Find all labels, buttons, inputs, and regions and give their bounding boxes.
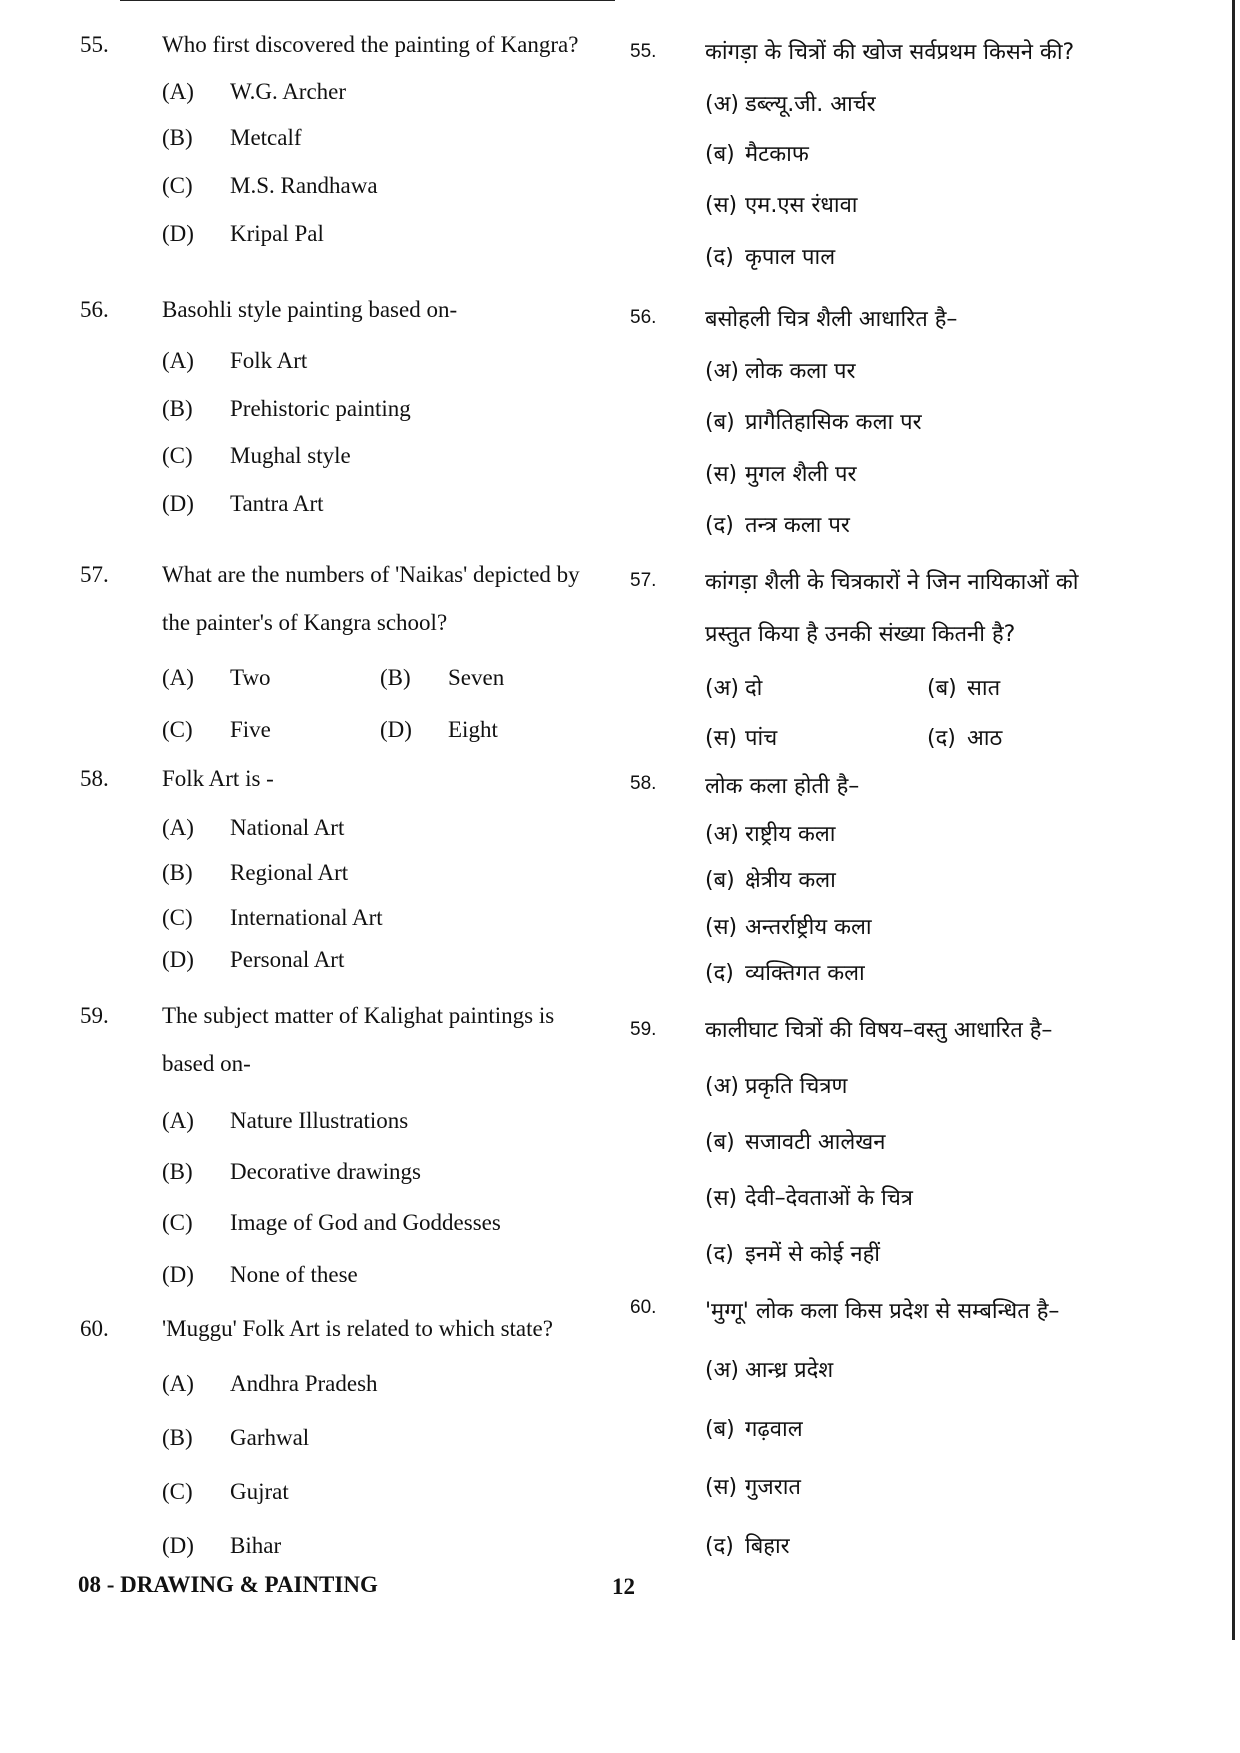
question-number: 55. (630, 41, 657, 62)
option-text: National Art (230, 815, 345, 840)
option-text: प्रागैतिहासिक कला पर (745, 410, 922, 435)
question-text: 'मुग्गू' लोक कला किस प्रदेश से सम्बन्धित है– (705, 1299, 1060, 1324)
option-text: पांच (745, 726, 778, 751)
option-label: (अ) (705, 1358, 739, 1383)
question-number: 58. (630, 773, 657, 794)
option-label: (स) (705, 193, 738, 218)
question-number: 56. (630, 307, 657, 328)
option-text: Mughal style (230, 443, 351, 468)
option-label: (B) (380, 665, 411, 690)
question-text-line1: What are the numbers of 'Naikas' depicted by (162, 562, 580, 587)
page-number: 12 (612, 1574, 635, 1599)
option-label: (C) (162, 1210, 193, 1235)
option-label: (B) (162, 1159, 193, 1184)
option-text: डब्ल्यू.जी. आर्चर (745, 92, 876, 117)
question-number: 60. (80, 1316, 109, 1341)
question-number: 56. (80, 297, 109, 322)
question-text-line2: based on- (162, 1051, 251, 1076)
option-label: (D) (380, 717, 412, 742)
option-text: कृपाल पाल (745, 245, 836, 270)
option-text: प्रकृति चित्रण (745, 1074, 848, 1099)
option-text: तन्त्र कला पर (745, 513, 850, 538)
option-label: (अ) (705, 1074, 739, 1099)
option-label: (D) (162, 947, 194, 972)
option-text: Seven (448, 665, 505, 690)
top-rule (120, 0, 615, 1)
right-margin-rule (1232, 0, 1235, 1640)
option-text: आन्ध्र प्रदेश (745, 1358, 834, 1383)
option-text: मैटकाफ (745, 142, 809, 167)
question-text: Who first discovered the painting of Kangra? (162, 32, 579, 57)
option-label: (स) (705, 462, 738, 487)
option-label: (ब) (705, 1130, 735, 1155)
option-text: सजावटी आलेखन (745, 1130, 886, 1155)
option-label: (ब) (705, 410, 735, 435)
option-text: Decorative drawings (230, 1159, 421, 1184)
option-label: (D) (162, 221, 194, 246)
option-text: व्यक्तिगत कला (745, 961, 865, 986)
option-text: Gujrat (230, 1479, 289, 1504)
option-label: (द) (705, 1242, 734, 1267)
option-label: (स) (705, 915, 738, 940)
option-text: Folk Art (230, 348, 308, 373)
option-label: (C) (162, 905, 193, 930)
option-label: (ब) (705, 1417, 735, 1442)
option-label: (ब) (705, 868, 735, 893)
question-number: 59. (80, 1003, 109, 1028)
option-text: W.G. Archer (230, 79, 347, 104)
option-label: (ब) (927, 676, 957, 701)
option-text: गुजरात (745, 1475, 801, 1500)
option-text: दो (745, 676, 763, 701)
option-text: Andhra Pradesh (230, 1371, 378, 1396)
question-text-line2: प्रस्तुत किया है उनकी संख्या कितनी है? (705, 622, 1016, 647)
option-label: (स) (705, 1475, 738, 1500)
option-label: (D) (162, 491, 194, 516)
question-text-line2: the painter's of Kangra school? (162, 610, 448, 635)
option-label: (स) (705, 1186, 738, 1211)
option-text: इनमें से कोई नहीं (745, 1242, 881, 1267)
question-text-line1: The subject matter of Kalighat paintings is (162, 1003, 555, 1028)
question-text: लोक कला होती है– (705, 774, 860, 799)
question-number: 57. (630, 570, 657, 591)
option-text: Garhwal (230, 1425, 310, 1450)
question-text-line1: कांगड़ा शैली के चित्रकारों ने जिन नायिकाओं को (705, 570, 1079, 595)
question-text: बसोहली चित्र शैली आधारित है– (705, 307, 958, 332)
option-label: (द) (705, 1534, 734, 1559)
option-label: (B) (162, 1425, 193, 1450)
option-text: Prehistoric painting (230, 396, 411, 421)
footer-subject: 08 - DRAWING & PAINTING (78, 1572, 378, 1597)
option-label: (A) (162, 79, 194, 104)
option-label: (द) (927, 726, 956, 751)
option-text: Kripal Pal (230, 221, 324, 246)
option-label: (C) (162, 443, 193, 468)
option-label: (C) (162, 1479, 193, 1504)
option-label: (अ) (705, 822, 739, 847)
option-label: (द) (705, 961, 734, 986)
question-text (162, 1003, 640, 1077)
option-text: Personal Art (230, 947, 345, 972)
option-label: (D) (162, 1533, 194, 1558)
option-label: (C) (162, 173, 193, 198)
option-text: M.S. Randhawa (230, 173, 378, 198)
option-text: Bihar (230, 1533, 282, 1558)
option-label: (A) (162, 665, 194, 690)
question-text (162, 562, 640, 636)
question-number: 60. (630, 1297, 657, 1318)
question-text (705, 566, 1220, 648)
question-number: 55. (80, 32, 109, 57)
option-text: Regional Art (230, 860, 349, 885)
option-text: मुगल शैली पर (745, 462, 857, 487)
option-text: Tantra Art (230, 491, 324, 516)
option-label: (अ) (705, 676, 739, 701)
option-label: (B) (162, 125, 193, 150)
question-text: कांगड़ा के चित्रों की खोज सर्वप्रथम किसने की? (705, 40, 1075, 65)
option-label: (स) (705, 726, 738, 751)
option-text: लोक कला पर (745, 359, 856, 384)
option-text: Image of God and Goddesses (230, 1210, 501, 1235)
option-text: Two (230, 665, 271, 690)
option-text: Metcalf (230, 125, 302, 150)
option-text: Eight (448, 717, 498, 742)
option-label: (C) (162, 717, 193, 742)
option-label: (A) (162, 815, 194, 840)
option-label: (ब) (705, 142, 735, 167)
option-label: (अ) (705, 359, 739, 384)
option-text: International Art (230, 905, 383, 930)
option-text: बिहार (745, 1534, 790, 1559)
question-number: 58. (80, 766, 109, 791)
question-number: 59. (630, 1019, 657, 1040)
option-label: (A) (162, 1108, 194, 1133)
option-label: (A) (162, 1371, 194, 1396)
option-label: (B) (162, 396, 193, 421)
question-text: Basohli style painting based on- (162, 297, 458, 322)
option-text: देवी–देवताओं के चित्र (745, 1186, 913, 1211)
option-label: (B) (162, 860, 193, 885)
option-label: (D) (162, 1262, 194, 1287)
option-label: (द) (705, 245, 734, 270)
question-number: 57. (80, 562, 109, 587)
question-text: 'Muggu' Folk Art is related to which state? (162, 1316, 553, 1341)
question-text: Folk Art is - (162, 766, 274, 791)
option-text: सात (967, 676, 1001, 701)
option-text: एम.एस रंधावा (745, 193, 858, 218)
option-text: Five (230, 717, 271, 742)
option-text: क्षेत्रीय कला (745, 868, 836, 893)
option-label: (A) (162, 348, 194, 373)
question-text: कालीघाट चित्रों की विषय–वस्तु आधारित है– (705, 1018, 1053, 1043)
option-text: None of these (230, 1262, 358, 1287)
option-text: अन्तर्राष्ट्रीय कला (745, 915, 872, 940)
option-text: गढ़वाल (745, 1417, 803, 1442)
option-text: राष्ट्रीय कला (745, 822, 836, 847)
option-text: Nature Illustrations (230, 1108, 409, 1133)
option-label: (द) (705, 513, 734, 538)
option-text: आठ (967, 726, 1003, 751)
option-label: (अ) (705, 92, 739, 117)
